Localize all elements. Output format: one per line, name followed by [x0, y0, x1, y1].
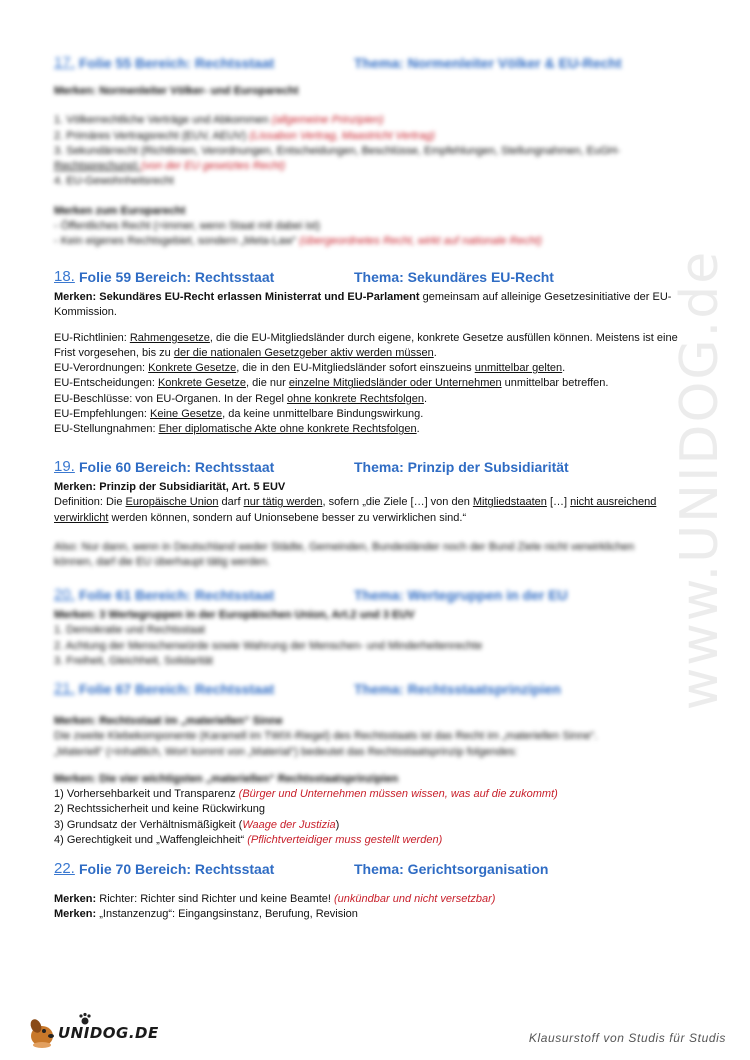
- blurred-line: können, darf die EU überhaupt tätig werden.: [54, 556, 270, 569]
- list-item: 3. Freiheit, Gleichheit, Solidarität: [54, 654, 213, 667]
- list-item: 3. Sekundärrecht (Richtlinien, Verordnungen, Entscheidungen, Beschlüsse, Empfehlungen, Stellungnahmen, EuGH-: [54, 144, 621, 157]
- section-number: 22.: [54, 860, 75, 877]
- richtlinien-line: EU-Richtlinien: Rahmengesetze, die die EU-Mitgliedsländer durch eigene, konkrete Gesetze ausfüllen können. Meistens ist eine: [54, 331, 678, 344]
- text-line: Die zweite Klebekomponente (Karamell im TWIX-Riegel) des Rechtsstaats ist das Recht im „materiellen Sinne“.: [54, 730, 598, 743]
- stellungnahmen-line: EU-Stellungnahmen: Eher diplomatische Akte ohne konkrete Rechtsfolgen.: [54, 423, 420, 436]
- section-18: [54, 268, 704, 438]
- merken-line: Merken: Richter: Richter sind Richter und keine Beamte! (unkündbar und nicht versetzbar): [54, 893, 496, 905]
- list-item: Rechtsprechung) (von der EU gesetztes Recht): [54, 160, 286, 173]
- thema-title: Thema: Gerichtsorganisation: [354, 861, 549, 877]
- list-item: - Öffentliches Recht (=immer, wenn Staat mit dabei ist): [54, 220, 321, 233]
- merken-line: Merken: Rechtsstaat im „materiellen“ Sinne: [54, 715, 283, 727]
- list-item: 2. Primäres Vertragsrecht (EUV, AEUV) (Lissabon Vertrag, Maastricht Vertrag): [54, 129, 435, 142]
- folie-title: Folie 70 Bereich: Rechtsstaat: [79, 861, 275, 877]
- definition-line-cont: verwirklicht werden können, sondern auf Unionsebene besser zu verwirklichen sind.“: [54, 511, 467, 524]
- merken-line: Merken zum Europarecht: [54, 204, 186, 217]
- thema-title: Thema: Rechtsstaatsprinzipien: [354, 681, 561, 697]
- section-21-heading: [54, 680, 704, 702]
- empfehlungen-line: EU-Empfehlungen: Keine Gesetze, da keine unmittelbare Bindungswirkung.: [54, 408, 424, 421]
- merken-line: Merken: Die vier wichtigsten „materiellen“ Rechtsstaatsprinzipien: [54, 772, 399, 785]
- section-20-heading: [54, 586, 704, 608]
- list-item: 1) Vorhersehbarkeit und Transparenz (Bürger und Unternehmen müssen wissen, was auf die zukommt): [54, 788, 558, 801]
- entscheidungen-line: EU-Entscheidungen: Konkrete Gesetze, die nur einzelne Mitgliedsländer oder Unternehmen unmittelbar betreffen.: [54, 377, 609, 390]
- section-number: 20.: [54, 586, 75, 603]
- merken-line: Merken: Normenleiter Völker- und Europarecht: [54, 85, 299, 97]
- list-item: 1. Demokratie und Rechtsstaat: [54, 624, 206, 637]
- unidog-logo: [24, 1012, 159, 1052]
- folie-title: Folie 60 Bereich: Rechtsstaat: [79, 459, 275, 475]
- section-19: [54, 458, 704, 570]
- section-22-heading: [54, 860, 704, 882]
- section-22: [54, 860, 704, 923]
- section-number: 21.: [54, 680, 75, 697]
- text-line: „Materiell“ (=inhaltlich, Wort kommt von „Material“) bedeutet das Rechtsstaatsprinzip folgendes:: [54, 745, 518, 758]
- thema-title: Thema: Sekundäres EU-Recht: [354, 269, 554, 285]
- verordnungen-line: EU-Verordnungen: Konkrete Gesetze, die in den EU-Mitgliedsländer sofort einszueins unmittelbar gelten.: [54, 362, 566, 375]
- blurred-line: Also: Nur dann, wenn in Deutschland weder Städte, Gemeinden, Bundesländer noch der Bund Ziele nicht verwirklichen: [54, 540, 635, 553]
- section-19-heading: [54, 458, 704, 480]
- section-17: [54, 54, 704, 250]
- footer-tagline: Klausurstoff von Studis für Studis: [528, 1031, 726, 1045]
- beschluesse-line: EU-Beschlüsse: von EU-Organen. In der Regel ohne konkrete Rechtsfolgen.: [54, 392, 427, 405]
- merken-line-cont: Kommission.: [54, 306, 117, 319]
- section-number: 19.: [54, 458, 75, 475]
- list-item: 2) Rechtssicherheit und keine Rückwirkung: [54, 803, 265, 816]
- merken-line: Merken: Sekundäres EU-Recht erlassen Ministerrat und EU-Parlament gemeinsam auf alleinige Gesetzesinitiative der EU-: [54, 291, 672, 303]
- folie-title: Folie 59 Bereich: Rechtsstaat: [79, 269, 275, 285]
- merken-line: Merken: 3 Wertegruppen in der Europäischen Union, Art.2 und 3 EUV: [54, 609, 415, 621]
- thema-title: Thema: Wertegruppen in der EU: [354, 587, 568, 603]
- merken-line: Merken: Prinzip der Subsidiarität, Art. 5 EUV: [54, 481, 286, 493]
- section-21: [54, 680, 704, 848]
- list-item: 4) Gerechtigkeit und „Waffengleichheit“ (Pflichtverteidiger muss gestellt werden): [54, 834, 443, 847]
- merken-line: Merken: „Instanzenzug“: Eingangsinstanz, Berufung, Revision: [54, 908, 358, 921]
- list-item: 4. EU-Gewohnheitsrecht: [54, 175, 174, 188]
- list-item: - Kein eigenes Rechtsgebiet, sondern „Meta-Law“ (übergeordnetes Recht, wirkt auf nationale Recht): [54, 235, 542, 248]
- folie-title: Folie 67 Bereich: Rechtsstaat: [79, 681, 275, 697]
- thema-title: Thema: Prinzip der Subsidiarität: [354, 459, 569, 475]
- list-item: 2. Achtung der Menschenwürde sowie Wahrung der Menschen- und Minderheitenrechte: [54, 639, 483, 652]
- list-item: 1. Völkerrechtliche Verträge und Abkommen (allgemeine Prinzipien): [54, 114, 384, 127]
- richtlinien-line-cont: Frist vorgesehen, bis zu der die nationalen Gesetzgeber aktiv werden müssen.: [54, 346, 437, 359]
- watermark: www.UNIDOG.de: [670, 249, 730, 711]
- section-number: 18.: [54, 268, 75, 285]
- folie-title: Folie 61 Bereich: Rechtsstaat: [79, 587, 275, 603]
- folie-title: Folie 55 Bereich: Rechtsstaat: [79, 55, 275, 71]
- definition-line: Definition: Die Europäische Union darf nur tätig werden, sofern „die Ziele […] von den Mitgliedstaaten […] nicht ausreichend: [54, 496, 657, 509]
- section-17-heading: [54, 54, 704, 76]
- dog-icon: [24, 1014, 60, 1050]
- list-item: 3) Grundsatz der Verhältnismäßigkeit (Waage der Justizia): [54, 818, 340, 831]
- logo-text: UNIDOG.DE: [58, 1024, 159, 1042]
- section-18-heading: [54, 268, 704, 290]
- section-20: [54, 586, 704, 669]
- thema-title: Thema: Normenleiter Völker & EU-Recht: [354, 55, 622, 71]
- section-number: 17.: [54, 54, 75, 71]
